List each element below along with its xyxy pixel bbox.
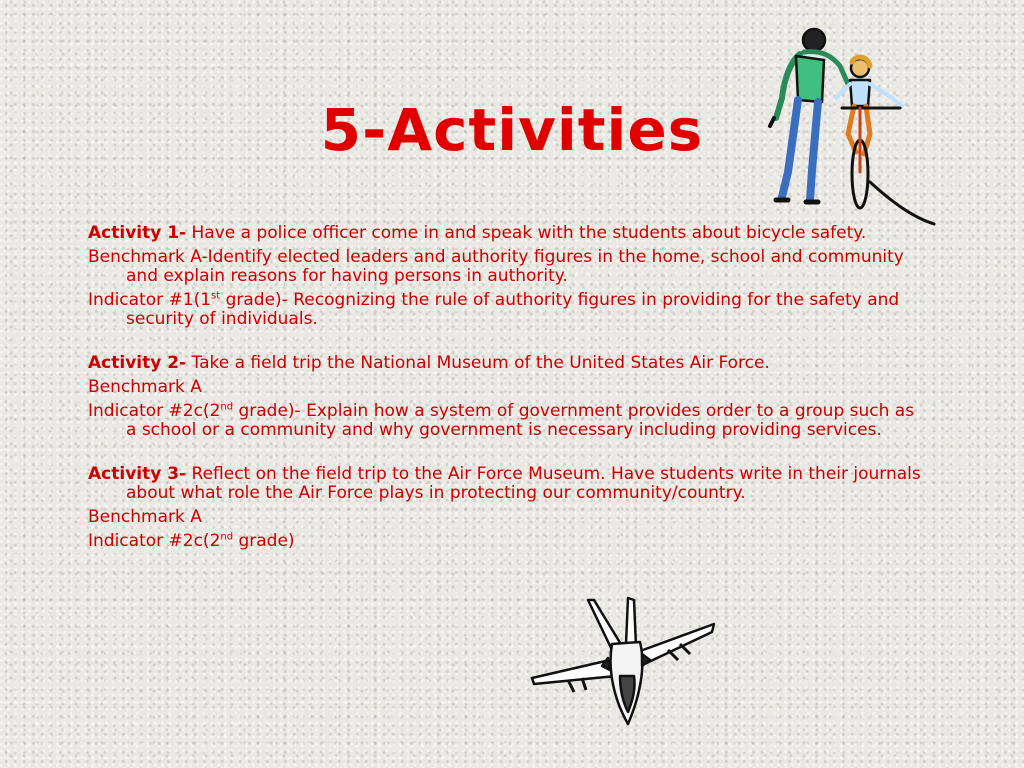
indicator-2	[88, 402, 928, 440]
benchmark-1: Benchmark A-Identify elected leaders and authority figures in the home, school and community and explain reasons for having persons in authority.	[88, 247, 904, 286]
activity-1-line	[88, 224, 928, 243]
indicator-3-prefix: Indicator #2c(2	[88, 531, 221, 551]
benchmark-2: Benchmark A	[88, 377, 202, 397]
slide-body	[88, 224, 928, 556]
activity-2-label: Activity 2-	[88, 353, 187, 373]
activity-3-label: Activity 3-	[88, 464, 187, 484]
fighter-jet-clipart-icon	[528, 596, 718, 731]
activity-1-label: Activity 1-	[88, 223, 187, 243]
indicator-2-prefix: Indicator #2c(2	[88, 401, 221, 421]
activity-3-text: Reflect on the field trip to the Air Force Museum. Have students write in their journals about what role the Air Force plays in protecting our community/country.	[126, 464, 921, 503]
indicator-1-suffix: grade)- Recognizing the rule of authority figures in providing for the safety and security of individuals.	[126, 290, 900, 329]
indicator-2-sup: nd	[220, 401, 234, 413]
activity-2-text: Take a field trip the National Museum of the United States Air Force.	[191, 353, 770, 373]
benchmark-3: Benchmark A	[88, 507, 202, 527]
indicator-3	[88, 532, 928, 551]
activity-2-line	[88, 354, 928, 373]
activity-1-text: Have a police officer come in and speak with the students about bicycle safety.	[191, 223, 867, 243]
indicator-1-prefix: Indicator #1(1	[88, 290, 212, 310]
indicator-2-suffix: grade)- Explain how a system of government provides order to a group such as a school or a community and why government is necessary including providing services.	[126, 401, 915, 440]
slide-title: 5-Activities	[320, 96, 704, 164]
bicycle-clipart-icon	[752, 22, 942, 227]
indicator-3-suffix: grade)	[233, 531, 295, 551]
indicator-3-sup: nd	[220, 531, 234, 543]
activity-3-line	[88, 465, 928, 503]
indicator-1	[88, 291, 928, 329]
indicator-1-sup: st	[211, 290, 221, 302]
